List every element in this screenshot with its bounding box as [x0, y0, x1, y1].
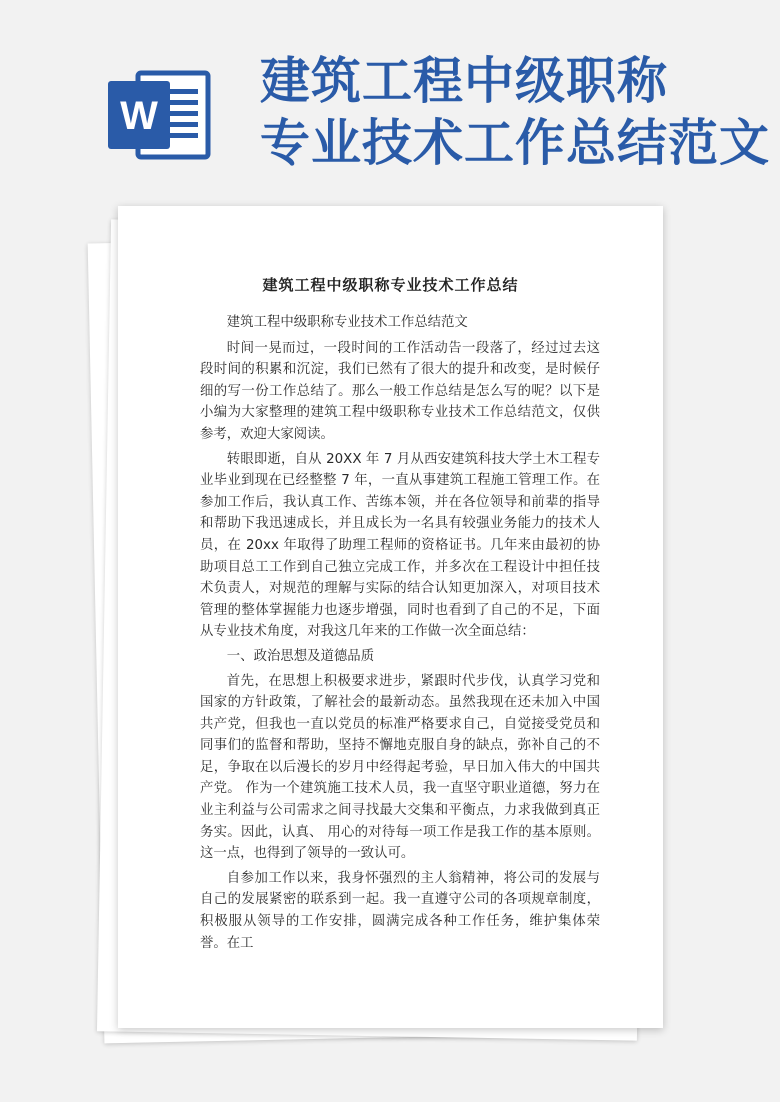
word-logo-letter: W	[120, 94, 158, 138]
paragraph: 自参加工作以来，我身怀强烈的主人翁精神，将公司的发展与自己的发展紧密的联系到一起。我一直遵守公司的各项规章制度，积极服从领导的工作安排，圆满完成各种工作任务，维护集体荣誉。在工	[200, 870, 600, 951]
banner-title	[260, 50, 775, 174]
document-page	[118, 206, 663, 1028]
document-body	[200, 312, 600, 957]
word-icon	[108, 67, 212, 163]
banner-title-line2: 专业技术工作总结范文	[260, 114, 770, 172]
document-subtitle: 建筑工程中级职称专业技术工作总结范文	[226, 315, 468, 330]
section-heading: 一、政治思想及道德品质	[226, 648, 375, 664]
paragraph: 首先，在思想上积极要求进步，紧跟时代步伐，认真学习党和国家的方针政策，了解社会的最新动态。虽然我现在还未加入中国共产党，但我也一直以党员的标准严格要求自己，自觉接受党员和同事们的监督和帮助，坚持不懈地克服自身的缺点，弥补自己的不足，争取在以后漫长的岁月中经得起考验，早日加入伟大的中国共产党。 作为一个建筑施工技术人员，我一直坚守职业道德，努力在业主利益与公司需求之间寻找最大交集和平衡点，力求我做到真正务实。因此，认真、 用心的对待每一项工作是我工作的基本原则。这一点，也得到了领导的一致认可。	[200, 673, 600, 862]
banner-title-line1: 建筑工程中级职称	[260, 52, 668, 110]
paragraph: 时间一晃而过，一段时间的工作活动告一段落了，经过过去这段时间的积累和沉淀，我们已然有了很大的提升和改变，是时候仔细的写一份工作总结了。那么一般工作总结是怎么写的呢？以下是小编为大家整理的建筑工程中级职称专业技术工作总结范文，仅供参考，欢迎大家阅读。	[200, 340, 600, 442]
paragraph: 转眼即逝，自从 20XX 年 7 月从西安建筑科技大学土木工程专业毕业到现在已经整整 7 年，一直从事建筑工程施工管理工作。在参加工作后，我认真工作、苦练本领，并在各位领导和前辈的指导和帮助下我迅速成长，并且成长为一名具有较强业务能力的技术人员，在 20xx 年取得了助理工程师的资格证书。几年来由最初的协助项目总工工作到自己独立完成工作，并多次在工程设计中担任技术负责人，对规范的理解与实际的结合认知更加深入，对项目技术管理的整体掌握能力也逐步增强，同时也看到了自己的不足，下面从专业技术角度，对我这几年来的工作做一次全面总结：	[200, 451, 600, 640]
document-title: 建筑工程中级职称专业技术工作总结	[262, 276, 519, 294]
